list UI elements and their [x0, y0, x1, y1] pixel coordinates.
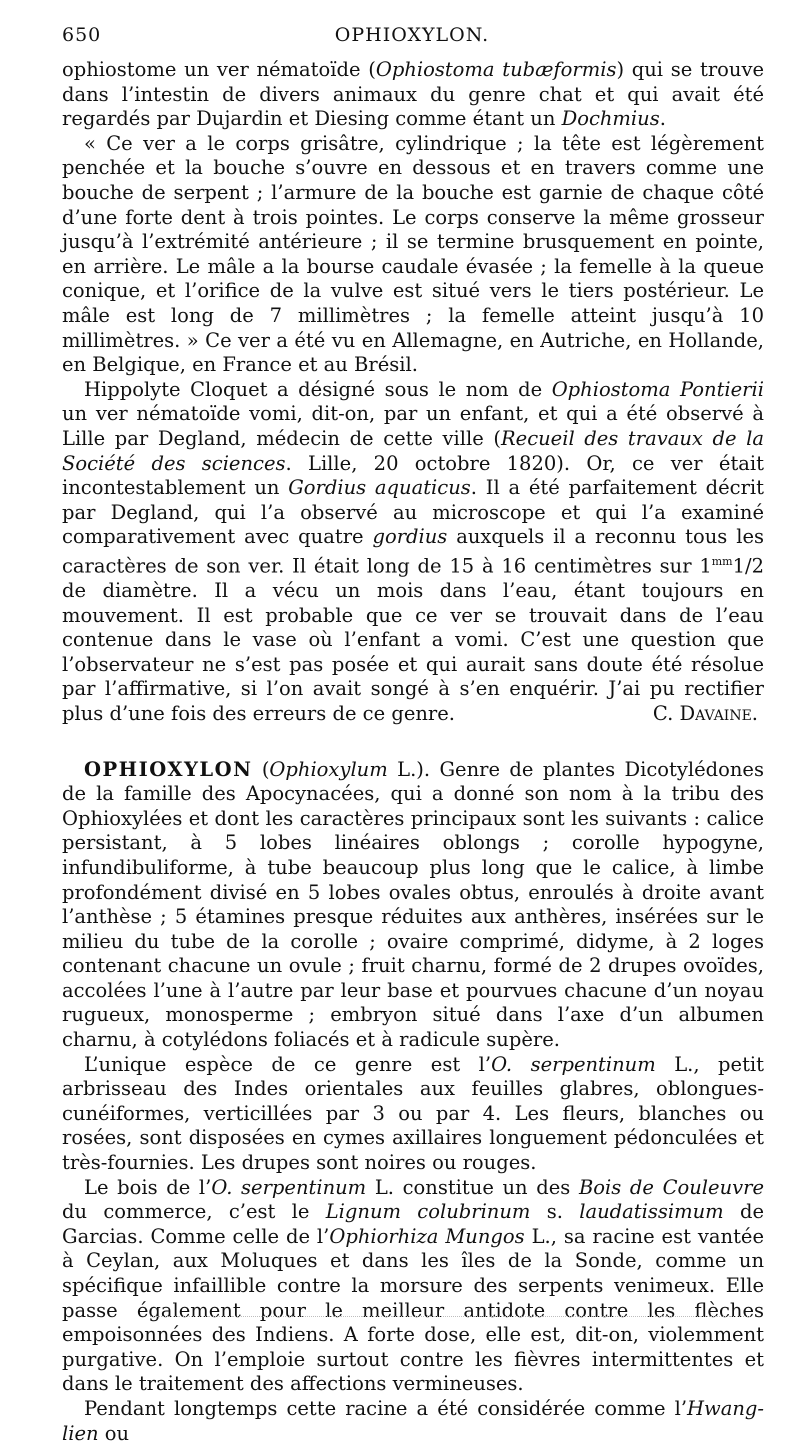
taxon-name: O. serpentinum — [211, 1175, 367, 1199]
running-header — [62, 24, 762, 54]
taxon-name: O. serpentinum — [491, 1052, 656, 1076]
paragraph-hwang-lien: Pendant longtemps cette racine a été considérée comme l’Hwang-lien ou — [62, 1396, 764, 1445]
page-number: 650 — [62, 24, 102, 46]
paragraph-species: L’unique espèce de ce genre est l’O. serpentinum L., petit arbrisseau des Indes orientales aux feuilles glabres, oblongues-cunéiformes, verticillées par 3 ou par 4. Les fleurs, blanches ou rosées, sont disposées en cymes axillaires longuement pédonculées et très-fournies. Les drupes sont noires ou rouges. — [62, 1052, 764, 1175]
taxon-name: Gordius aquaticus — [288, 476, 471, 500]
bleed-through-marks — [150, 1316, 750, 1321]
taxon-name: Ophiostoma tubæformis — [375, 58, 617, 81]
taxon-name: Dochmius — [561, 107, 660, 131]
author-signature: C. Davaine. — [652, 701, 758, 725]
page-body — [62, 58, 764, 1446]
latin-name: Lignum colubrinum — [325, 1200, 531, 1224]
paragraph-cloquet: Hippolyte Cloquet a désigné sous le nom de Ophiostoma Pontierii un ver nématoïde vomi, dit-on, par un enfant, et qui a été observé à Lille par Degland, médecin de cette ville (Recueil des travaux de la Société des sciences. Lille, 20 octobre 1820). Or, ce ver était incontestablement un Gordius aquaticus. Il a été parfaitement décrit par Degland, qui l’a observé au microscope et qui l’a examiné comparativement avec quatre gordius auxquels il a reconnu tous les caractères de son ver. Il était long de 15 à 16 centimètres sur $1^{mm}1/2$ de diamètre. Il a vécu un mois dans l’eau, étant toujours en mouvement. Il est probable que ce ver se trouvait dans de l’eau contenue dans le vase où l’enfant a vomi. C’est une question que l’observateur ne s’est pas posée et qui aurait sans doute été résolue par l’affirmative, si l’on avait songé à s’en enquérir. J’ai pu rectifier plus d’une fois des erreurs de ce genre. C. Davaine. — [62, 377, 765, 725]
article-headword: OPHIOXYLON — [84, 757, 253, 781]
publication-title: Recueil des travaux de la Société des sciences — [62, 426, 764, 475]
paragraph-quotation: « Ce ver a le corps grisâtre, cylindrique ; la tête est légèrement penchée et la bouche s’ouvre en dessous et en travers comme une bouche de serpent ; l’armure de la bouche est garnie de chaque côté d’une forte dent à trois pointes. Le corps conserve la même grosseur jusqu’à l’extrémité antérieure ; il se termine brusquement en pointe, en arrière. Le mâle a la bourse caudale évasée ; la femelle à la queue conique, et l’orifice de la vulve est situé vers le tiers postérieur. Le mâle est long de 7 millimètres ; la femelle atteint jusqu’à 10 millimètres. » Ce ver a été vu en Allemagne, en Autriche, en Hollande, en Belgique, en France et au Brésil. — [62, 131, 764, 377]
taxon-name: gordius — [372, 525, 448, 549]
paragraph-ophioxylon-definition: OPHIOXYLON (Ophioxylum L.). Genre de plantes Dicotylédones de la famille des Apocynacées, qui a donné son nom à la tribu des Ophioxylées et dont les caractères principaux sont les suivants : calice persistant, à 5 lobes linéaires oblongs ; corolle hypogyne, infundibuliforme, à tube beaucoup plus long que le calice, à limbe profondément divisé en 5 lobes ovales obtus, enroulés à droite avant l’anthèse ; 5 étamines presque réduites aux anthères, insérées sur le milieu du tube de la corolle ; ovaire comprimé, didyme, à 2 loges contenant chacune un ovule ; fruit charnu, formé de 2 drupes ovoïdes, accolées l’une à l’autre par leur base et pourvues chacune d’un noyau rugueux, monosperme ; embryon situé dans l’axe d’un albumen charnu, à cotylédons foliacés et à radicule supère. — [62, 757, 764, 1052]
taxon-name: Ophiostoma Pontierii — [551, 377, 764, 401]
common-name: Hwang-lien — [62, 1396, 764, 1445]
article-separator — [62, 727, 764, 758]
paragraph-wood-uses: Le bois de l’O. serpentinum L. constitue un des Bois de Couleuvre du commerce, c’est le Lignum colubrinum s. laudatissimum de Garcias. Comme celle de l’Ophiorhiza Mungos L., sa racine est vantée à Ceylan, aux Moluques et dans les îles de la Sonde, comme un spécifique infaillible contre la morsure des serpents venimeux. Elle passe également pour le meilleur antidote contre les flèches empoisonnées des Indiens. A forte dose, elle est, dit-on, violemment purgative. On l’emploie surtout contre les fièvres intermittentes et dans le traitement des affections vermineuses. — [62, 1175, 765, 1396]
taxon-name: Ophiorhiza Mungos — [329, 1224, 525, 1248]
latin-name: laudatissimum — [579, 1200, 724, 1224]
running-title: OPHIOXYLON. — [334, 24, 490, 46]
unit-superscript: mm — [711, 554, 733, 568]
paragraph-ophiostoma-continuation: ophiostome un ver nématoïde (Ophiostoma tubæformis) qui se trouve dans l’intestin de divers animaux du genre chat et qui avait été regardés par Dujardin et Diesing comme étant un Dochmius. — [62, 58, 764, 131]
taxon-name: Ophioxylum — [269, 757, 388, 781]
common-name: Bois de Couleuvre — [578, 1175, 765, 1199]
